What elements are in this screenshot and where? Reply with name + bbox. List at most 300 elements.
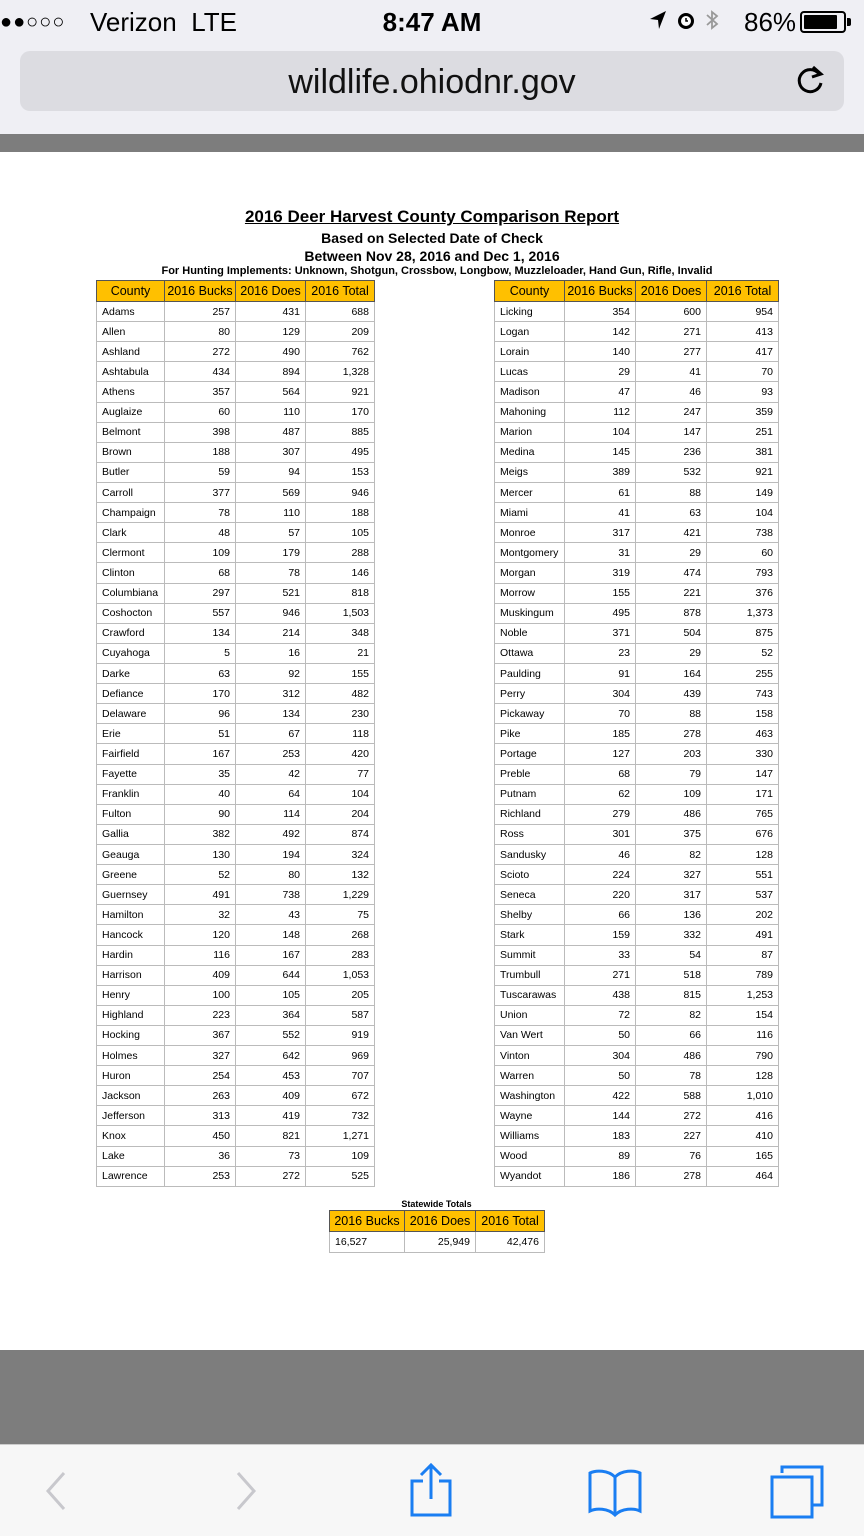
total-value: 525: [306, 1166, 375, 1186]
total-value: 1,229: [306, 885, 375, 905]
county-name: Trumbull: [495, 965, 565, 985]
table-row: [97, 1066, 375, 1086]
table-row: [495, 382, 779, 402]
county-name: Perry: [495, 684, 565, 704]
county-name: Lucas: [495, 362, 565, 382]
table-row: [495, 623, 779, 643]
county-name: Mercer: [495, 482, 565, 502]
bucks-value: 304: [565, 1046, 636, 1066]
table-row: [330, 1232, 545, 1253]
bucks-value: 50: [565, 1066, 636, 1086]
total-value: 420: [306, 744, 375, 764]
table-row: [495, 482, 779, 502]
county-name: Belmont: [97, 422, 165, 442]
does-value: 105: [236, 985, 306, 1005]
does-value: 136: [636, 905, 707, 925]
does-value: 221: [636, 583, 707, 603]
total-value: 376: [707, 583, 779, 603]
bucks-value: 66: [565, 905, 636, 925]
table-row: [495, 422, 779, 442]
table-row: [495, 1086, 779, 1106]
total-value: 70: [707, 362, 779, 382]
county-name: Union: [495, 1005, 565, 1025]
table-row: [495, 603, 779, 623]
battery-icon: [800, 11, 846, 33]
county-name: Medina: [495, 442, 565, 462]
total-value: 255: [707, 663, 779, 683]
table-row: [495, 1166, 779, 1186]
county-name: Auglaize: [97, 402, 165, 422]
bucks-value: 254: [165, 1066, 236, 1086]
bucks-value: 186: [565, 1166, 636, 1186]
table-row: [495, 985, 779, 1005]
network-type: LTE: [191, 7, 237, 37]
county-name: Portage: [495, 744, 565, 764]
table-row: [495, 402, 779, 422]
total-value: 732: [306, 1106, 375, 1126]
table-row: [495, 704, 779, 724]
bucks-value: 313: [165, 1106, 236, 1126]
total-value: 60: [707, 543, 779, 563]
county-name: Ross: [495, 824, 565, 844]
does-value: 88: [636, 482, 707, 502]
county-name: Carroll: [97, 482, 165, 502]
table-header-row: [97, 281, 375, 302]
county-name: Jackson: [97, 1086, 165, 1106]
table-row: [97, 1086, 375, 1106]
bucks-value: 33: [565, 945, 636, 965]
total-value: 672: [306, 1086, 375, 1106]
back-icon[interactable]: [38, 1463, 74, 1519]
bucks-value: 41: [565, 503, 636, 523]
table-row: [495, 523, 779, 543]
total-value: 919: [306, 1025, 375, 1045]
does-value: 110: [236, 402, 306, 422]
does-value: 129: [236, 322, 306, 342]
table-row: [97, 1106, 375, 1126]
total-value: 410: [707, 1126, 779, 1146]
total-value: 537: [707, 885, 779, 905]
county-name: Warren: [495, 1066, 565, 1086]
status-bar: [0, 0, 864, 44]
does-value: 552: [236, 1025, 306, 1045]
bookmarks-icon[interactable]: [586, 1463, 644, 1519]
does-value: 164: [636, 663, 707, 683]
county-name: Cuyahoga: [97, 643, 165, 663]
bucks-value: 31: [565, 543, 636, 563]
table-row: [97, 925, 375, 945]
county-name: Scioto: [495, 865, 565, 885]
county-name: Ashtabula: [97, 362, 165, 382]
bucks-value: 317: [565, 523, 636, 543]
does-value: 147: [636, 422, 707, 442]
county-name: Pike: [495, 724, 565, 744]
table-row: [495, 1106, 779, 1126]
table-row: [97, 844, 375, 864]
total-value: 413: [707, 322, 779, 342]
county-name: Pickaway: [495, 704, 565, 724]
bucks-value: 224: [565, 865, 636, 885]
bucks-value: 327: [165, 1046, 236, 1066]
county-name: Coshocton: [97, 603, 165, 623]
table-row: [495, 322, 779, 342]
bucks-value: 23: [565, 643, 636, 663]
does-value: 67: [236, 724, 306, 744]
county-name: Geauga: [97, 844, 165, 864]
does-value: 588: [636, 1086, 707, 1106]
does-value: 88: [636, 704, 707, 724]
total-value: 416: [707, 1106, 779, 1126]
table-row: [97, 543, 375, 563]
does-value: 317: [636, 885, 707, 905]
col-does: 2016 Does: [636, 281, 707, 302]
does-value: 46: [636, 382, 707, 402]
bucks-value: 491: [165, 885, 236, 905]
bucks-value: 185: [565, 724, 636, 744]
bucks-value: 116: [165, 945, 236, 965]
does-value: 439: [636, 684, 707, 704]
total-value: 921: [306, 382, 375, 402]
bucks-value: 257: [165, 302, 236, 322]
county-name: Darke: [97, 663, 165, 683]
bucks-value: 140: [565, 342, 636, 362]
table-row: [495, 1066, 779, 1086]
does-value: 332: [636, 925, 707, 945]
bucks-value: 112: [565, 402, 636, 422]
report-title: 2016 Deer Harvest County Comparison Report: [244, 207, 620, 226]
does-value: 41: [636, 362, 707, 382]
bucks-value: 382: [165, 824, 236, 844]
total-value: 128: [707, 1066, 779, 1086]
county-name: Preble: [495, 764, 565, 784]
table-row: [495, 784, 779, 804]
col-total: 2016 Total: [707, 281, 779, 302]
county-name: Licking: [495, 302, 565, 322]
total-value: 1,328: [306, 362, 375, 382]
does-value: 94: [236, 462, 306, 482]
county-name: Holmes: [97, 1046, 165, 1066]
county-name: Williams: [495, 1126, 565, 1146]
county-name: Guernsey: [97, 885, 165, 905]
total-value: 1,253: [707, 985, 779, 1005]
county-name: Montgomery: [495, 543, 565, 563]
col-county: County: [97, 281, 165, 302]
total-value: 170: [306, 402, 375, 422]
does-value: 738: [236, 885, 306, 905]
total-value: 1,010: [707, 1086, 779, 1106]
bucks-value: 371: [565, 623, 636, 643]
total-value: 676: [707, 824, 779, 844]
does-value: 564: [236, 382, 306, 402]
county-name: Logan: [495, 322, 565, 342]
table-row: [97, 422, 375, 442]
county-name: Erie: [97, 724, 165, 744]
total-value: 1,503: [306, 603, 375, 623]
total-value: 381: [707, 442, 779, 462]
total-value: 495: [306, 442, 375, 462]
bucks-value: 5: [165, 643, 236, 663]
table-row: [97, 643, 375, 663]
does-value: 73: [236, 1146, 306, 1166]
county-name: Highland: [97, 1005, 165, 1025]
battery-nub: [847, 18, 851, 26]
bucks-value: 36: [165, 1146, 236, 1166]
total-value: 707: [306, 1066, 375, 1086]
does-value: 486: [636, 804, 707, 824]
table-row: [97, 804, 375, 824]
bucks-value: 170: [165, 684, 236, 704]
county-name: Summit: [495, 945, 565, 965]
status-icons: [648, 8, 721, 36]
county-name: Fayette: [97, 764, 165, 784]
bucks-value: 354: [565, 302, 636, 322]
total-value: 551: [707, 865, 779, 885]
does-value: 532: [636, 462, 707, 482]
does-value: 821: [236, 1126, 306, 1146]
tabs-icon[interactable]: [768, 1463, 826, 1519]
table-row: [97, 523, 375, 543]
total-value: 954: [707, 302, 779, 322]
total-value: 188: [306, 503, 375, 523]
bucks-value: 80: [165, 322, 236, 342]
total-value: 118: [306, 724, 375, 744]
county-name: Defiance: [97, 684, 165, 704]
table-row: [495, 684, 779, 704]
table-row: [495, 1146, 779, 1166]
bucks-value: 32: [165, 905, 236, 925]
url-text[interactable]: wildlife.ohiodnr.gov: [288, 63, 576, 101]
total-value: 875: [707, 623, 779, 643]
total-value: 491: [707, 925, 779, 945]
county-name: Clark: [97, 523, 165, 543]
total-value: 105: [306, 523, 375, 543]
county-name: Shelby: [495, 905, 565, 925]
table-row: [495, 724, 779, 744]
total-value: 288: [306, 543, 375, 563]
total-value: 921: [707, 462, 779, 482]
total-value: 209: [306, 322, 375, 342]
col-bucks: 2016 Bucks: [565, 281, 636, 302]
does-value: 277: [636, 342, 707, 362]
table-row: [495, 1025, 779, 1045]
address-bar[interactable]: [20, 51, 844, 111]
does-value: 203: [636, 744, 707, 764]
table-header-row: [330, 1211, 545, 1232]
total-value: 116: [707, 1025, 779, 1045]
county-name: Sandusky: [495, 844, 565, 864]
county-name: Lorain: [495, 342, 565, 362]
bucks-value: 438: [565, 985, 636, 1005]
total-total: 42,476: [476, 1232, 545, 1253]
county-name: Hancock: [97, 925, 165, 945]
county-name: Huron: [97, 1066, 165, 1086]
share-icon[interactable]: [408, 1463, 454, 1519]
table-row: [97, 784, 375, 804]
county-name: Marion: [495, 422, 565, 442]
total-value: 743: [707, 684, 779, 704]
does-value: 63: [636, 503, 707, 523]
does-value: 236: [636, 442, 707, 462]
bucks-value: 40: [165, 784, 236, 804]
table-row: [495, 342, 779, 362]
does-value: 272: [636, 1106, 707, 1126]
table-row: [495, 965, 779, 985]
bucks-value: 434: [165, 362, 236, 382]
total-value: 251: [707, 422, 779, 442]
does-value: 76: [636, 1146, 707, 1166]
county-name: Wyandot: [495, 1166, 565, 1186]
county-name: Harrison: [97, 965, 165, 985]
table-row: [97, 724, 375, 744]
total-value: 1,271: [306, 1126, 375, 1146]
county-name: Morrow: [495, 583, 565, 603]
address-bar-area: [0, 44, 864, 134]
county-name: Seneca: [495, 885, 565, 905]
county-name: Clermont: [97, 543, 165, 563]
table-row: [97, 1025, 375, 1045]
does-value: 364: [236, 1005, 306, 1025]
total-value: 1,053: [306, 965, 375, 985]
total-does: 25,949: [405, 1232, 476, 1253]
total-value: 1,373: [707, 603, 779, 623]
total-value: 818: [306, 583, 375, 603]
bucks-value: 68: [565, 764, 636, 784]
bucks-value: 72: [565, 1005, 636, 1025]
total-value: 789: [707, 965, 779, 985]
county-name: Hocking: [97, 1025, 165, 1045]
county-table-right: [494, 280, 779, 1187]
table-row: [495, 925, 779, 945]
bucks-value: 134: [165, 623, 236, 643]
county-name: Clinton: [97, 563, 165, 583]
bucks-value: 29: [565, 362, 636, 382]
table-row: [495, 583, 779, 603]
total-value: 348: [306, 623, 375, 643]
table-row: [97, 663, 375, 683]
does-value: 419: [236, 1106, 306, 1126]
bucks-value: 61: [565, 482, 636, 502]
bucks-value: 183: [565, 1126, 636, 1146]
bucks-value: 130: [165, 844, 236, 864]
alarm-icon: [675, 9, 697, 31]
does-value: 431: [236, 302, 306, 322]
bucks-value: 120: [165, 925, 236, 945]
table-row: [495, 462, 779, 482]
bucks-value: 96: [165, 704, 236, 724]
forward-icon[interactable]: [228, 1463, 264, 1519]
total-value: 885: [306, 422, 375, 442]
total-value: 793: [707, 563, 779, 583]
county-name: Butler: [97, 462, 165, 482]
does-value: 421: [636, 523, 707, 543]
table-row: [97, 402, 375, 422]
does-value: 214: [236, 623, 306, 643]
total-value: 324: [306, 844, 375, 864]
page-bottom-band: [0, 1350, 864, 1444]
county-name: Greene: [97, 865, 165, 885]
county-name: Mahoning: [495, 402, 565, 422]
total-value: 153: [306, 462, 375, 482]
does-value: 271: [636, 322, 707, 342]
county-name: Putnam: [495, 784, 565, 804]
bucks-value: 127: [565, 744, 636, 764]
table-row: [97, 1046, 375, 1066]
does-value: 64: [236, 784, 306, 804]
county-name: Tuscarawas: [495, 985, 565, 1005]
does-value: 487: [236, 422, 306, 442]
total-value: 158: [707, 704, 779, 724]
signal-strength-icon: ●●○○○: [0, 11, 66, 33]
total-value: 109: [306, 1146, 375, 1166]
county-name: Meigs: [495, 462, 565, 482]
total-value: 230: [306, 704, 375, 724]
bucks-value: 51: [165, 724, 236, 744]
bucks-value: 495: [565, 603, 636, 623]
does-value: 327: [636, 865, 707, 885]
table-row: [495, 764, 779, 784]
bucks-value: 409: [165, 965, 236, 985]
total-value: 464: [707, 1166, 779, 1186]
bucks-value: 271: [565, 965, 636, 985]
table-row: [97, 322, 375, 342]
total-value: 147: [707, 764, 779, 784]
county-name: Vinton: [495, 1046, 565, 1066]
table-header-row: [495, 281, 779, 302]
table-row: [97, 462, 375, 482]
reload-icon[interactable]: [792, 63, 828, 99]
does-value: 569: [236, 482, 306, 502]
col-does: 2016 Does: [236, 281, 306, 302]
table-row: [495, 945, 779, 965]
county-name: Wood: [495, 1146, 565, 1166]
does-value: 194: [236, 844, 306, 864]
bucks-value: 142: [565, 322, 636, 342]
county-name: Gallia: [97, 824, 165, 844]
bucks-value: 89: [565, 1146, 636, 1166]
table-row: [97, 482, 375, 502]
does-value: 518: [636, 965, 707, 985]
total-value: 946: [306, 482, 375, 502]
county-name: Hardin: [97, 945, 165, 965]
table-row: [495, 1005, 779, 1025]
bucks-value: 557: [165, 603, 236, 623]
table-row: [495, 442, 779, 462]
bucks-value: 301: [565, 824, 636, 844]
table-row: [97, 1146, 375, 1166]
report-subtitle: Based on Selected Date of Check: [321, 230, 543, 246]
county-table-left: [96, 280, 375, 1187]
table-row: [97, 684, 375, 704]
table-row: [495, 1046, 779, 1066]
bucks-value: 188: [165, 442, 236, 462]
bucks-value: 47: [565, 382, 636, 402]
col-total: 2016 Total: [306, 281, 375, 302]
table-row: [495, 503, 779, 523]
total-value: 268: [306, 925, 375, 945]
page-top-band: [0, 134, 864, 152]
bucks-value: 389: [565, 462, 636, 482]
table-row: [97, 362, 375, 382]
table-row: [495, 885, 779, 905]
table-row: [97, 945, 375, 965]
county-name: Fulton: [97, 804, 165, 824]
does-value: 16: [236, 643, 306, 663]
county-name: Muskingum: [495, 603, 565, 623]
bucks-value: 155: [565, 583, 636, 603]
total-value: 417: [707, 342, 779, 362]
col-total: 2016 Total: [476, 1211, 545, 1232]
total-value: 205: [306, 985, 375, 1005]
